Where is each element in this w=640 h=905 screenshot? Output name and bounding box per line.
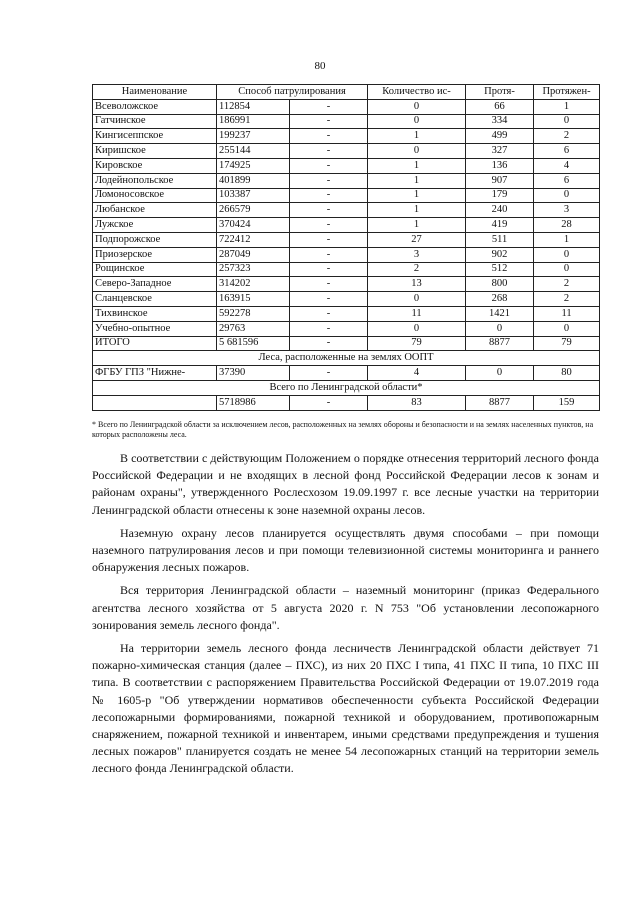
table-cell: 800 (466, 277, 534, 292)
region-total-row (93, 395, 600, 410)
table-cell: 179 (466, 188, 534, 203)
table-cell: 136 (466, 158, 534, 173)
table-cell: Северо-Западное (93, 277, 217, 292)
table-cell: 1 (368, 158, 466, 173)
body-text (92, 450, 599, 784)
table-cell: 401899 (217, 173, 290, 188)
table-cell: 0 (368, 292, 466, 307)
table-header-row (93, 85, 600, 100)
table-cell: 266579 (217, 203, 290, 218)
table-cell: - (290, 292, 368, 307)
table-row (93, 129, 600, 144)
table-cell: 512 (466, 262, 534, 277)
table-cell: 29763 (217, 321, 290, 336)
table-cell: - (290, 114, 368, 129)
header-length-1: Протя- (466, 85, 534, 100)
table-cell: 2 (534, 129, 600, 144)
header-count: Количество ис- (368, 85, 466, 100)
table-cell: Учебно-опытное (93, 321, 217, 336)
table-cell: 0 (368, 144, 466, 159)
table-cell: 80 (534, 366, 600, 381)
table-cell: Ломоносовское (93, 188, 217, 203)
table-cell: 2 (534, 292, 600, 307)
table-footnote: * Всего по Ленинградской области за исключением лесов, расположенных на землях обороны и безопасности и на землях населенных пунктов, на которых расположены леса. (92, 420, 594, 439)
table-cell: 0 (466, 321, 534, 336)
table-cell: 370424 (217, 218, 290, 233)
table-cell: 4 (534, 158, 600, 173)
table-cell: Кировское (93, 158, 217, 173)
table-cell (93, 395, 217, 410)
table-cell: 0 (534, 321, 600, 336)
table-cell: 1 (368, 203, 466, 218)
table-cell: 240 (466, 203, 534, 218)
table-cell: 327 (466, 144, 534, 159)
table-cell: 163915 (217, 292, 290, 307)
table-cell: Сланцевское (93, 292, 217, 307)
paragraph: Вся территория Ленинградской области – наземный мониторинг (приказ Федерального агентства лесного хозяйства от 5 августа 2020 г. N 753 "Об установлении лесопожарного зонирования земель лесного фонда". (92, 583, 599, 632)
table-cell: Гатчинское (93, 114, 217, 129)
table-cell: 112854 (217, 99, 290, 114)
table-cell: Киришское (93, 144, 217, 159)
table-cell: 5 681596 (217, 336, 290, 351)
region-heading: Всего по Ленинградской области* (93, 380, 600, 395)
table-cell: 0 (368, 99, 466, 114)
table-cell: 902 (466, 247, 534, 262)
paragraph: В соответствии с действующим Положением о порядке отнесения территорий лесного фонда Российской Федерации и не входящих в лесной фонд Российской Федерации лесов к зонам и районам охраны", утвержденного Рослесхозом 19.09.1997 г. все лесные участки на территории Ленинградской области отнесены к зоне наземной охраны лесов. (92, 451, 599, 517)
region-heading-row (93, 380, 600, 395)
table-cell: - (290, 321, 368, 336)
table-cell: - (290, 203, 368, 218)
table-cell: 79 (368, 336, 466, 351)
table-cell: - (290, 129, 368, 144)
table-cell: 11 (534, 306, 600, 321)
table-cell: 1 (368, 218, 466, 233)
table-cell: 4 (368, 366, 466, 381)
table-cell: 511 (466, 232, 534, 247)
table-cell: 79 (534, 336, 600, 351)
table-cell: - (290, 173, 368, 188)
table-cell: 255144 (217, 144, 290, 159)
table-cell: 8877 (466, 395, 534, 410)
table-cell: 66 (466, 99, 534, 114)
forestry-table (92, 84, 600, 411)
table-cell: - (290, 336, 368, 351)
table-row (93, 232, 600, 247)
table-cell: - (290, 99, 368, 114)
table-cell: 1 (368, 188, 466, 203)
table-row (93, 173, 600, 188)
table-cell: 159 (534, 395, 600, 410)
table-row (93, 306, 600, 321)
table-cell: - (290, 395, 368, 410)
table-cell: 0 (368, 321, 466, 336)
table-row (93, 336, 600, 351)
table-cell: Лодейнопольское (93, 173, 217, 188)
table-cell: 1421 (466, 306, 534, 321)
table-cell: 5718986 (217, 395, 290, 410)
table-row (93, 247, 600, 262)
table-row (93, 114, 600, 129)
table-cell: 0 (368, 114, 466, 129)
table-cell: 2 (534, 277, 600, 292)
header-name: Наименование (93, 85, 217, 100)
table-cell: Всеволожское (93, 99, 217, 114)
table-cell: 103387 (217, 188, 290, 203)
table-cell: 174925 (217, 158, 290, 173)
table-cell: Подпорожское (93, 232, 217, 247)
oopt-heading: Леса, расположенные на землях ООПТ (93, 351, 600, 366)
table-row (93, 277, 600, 292)
table-cell: 11 (368, 306, 466, 321)
table-cell: - (290, 277, 368, 292)
table-cell: Приозерское (93, 247, 217, 262)
table-cell: - (290, 306, 368, 321)
table-cell: 0 (534, 188, 600, 203)
table-cell: 28 (534, 218, 600, 233)
table-cell: 13 (368, 277, 466, 292)
table-cell: - (290, 232, 368, 247)
paragraph: На территории земель лесного фонда лесничеств Ленинградской области действует 71 пожарно-химическая станция (далее – ПХС), из них 20 ПХС I типа, 41 ПХС II типа, 10 ПХС III типа. В соответствии с распоряжением Правительства Российской Федерации от 19.07.2019 года № 1605-р "Об утверждении нормативов обеспеченности субъекта Российской Федерации лесопожарными формированиями, пожарной техникой и оборудованием, противопожарным снаряжением, пожарной техникой и инвентарем, иными средствами предупреждения и тушения лесных пожаров" планируется создать не менее 54 лесопожарных станций на территории земель лесного фонда Ленинградской области. (92, 641, 599, 776)
table-cell: - (290, 247, 368, 262)
table-cell: ФГБУ ГПЗ "Нижне- (93, 366, 217, 381)
table-cell: 1 (368, 129, 466, 144)
table-row (93, 218, 600, 233)
table-cell: 314202 (217, 277, 290, 292)
table-cell: 268 (466, 292, 534, 307)
table-cell: 257323 (217, 262, 290, 277)
table-cell: 592278 (217, 306, 290, 321)
table-row (93, 99, 600, 114)
table-row (93, 188, 600, 203)
table-cell: Лужское (93, 218, 217, 233)
table-cell: - (290, 366, 368, 381)
table-cell: Кингисеппское (93, 129, 217, 144)
table-cell: 419 (466, 218, 534, 233)
table-cell: Тихвинское (93, 306, 217, 321)
table-cell: 3 (534, 203, 600, 218)
table-cell: ИТОГО (93, 336, 217, 351)
table-cell: 2 (368, 262, 466, 277)
header-patrol-method: Способ патрулирования (217, 85, 368, 100)
table-row (93, 292, 600, 307)
table-cell: 8877 (466, 336, 534, 351)
page-number: 80 (314, 60, 326, 72)
table-cell: 1 (534, 99, 600, 114)
table-cell: - (290, 188, 368, 203)
table-cell: Любанское (93, 203, 217, 218)
table-cell: 6 (534, 173, 600, 188)
table-row (93, 144, 600, 159)
table-row (93, 158, 600, 173)
paragraph: Наземную охрану лесов планируется осуществлять двумя способами – при помощи наземного патрулирования лесов и при помощи телевизионной системы мониторинга и раннего обнаружения лесных пожаров. (92, 525, 599, 575)
table-cell: 499 (466, 129, 534, 144)
table-cell: 1 (368, 173, 466, 188)
table-cell: 186991 (217, 114, 290, 129)
table-cell: Рощинское (93, 262, 217, 277)
table-cell: - (290, 158, 368, 173)
table-cell: - (290, 218, 368, 233)
table-cell: 37390 (217, 366, 290, 381)
header-length-2: Протяжен- (534, 85, 600, 100)
oopt-heading-row (93, 351, 600, 366)
table-cell: 6 (534, 144, 600, 159)
table-cell: 722412 (217, 232, 290, 247)
oopt-row (93, 366, 600, 381)
table-cell: 3 (368, 247, 466, 262)
table-cell: 334 (466, 114, 534, 129)
table-cell: 0 (534, 247, 600, 262)
table-cell: - (290, 144, 368, 159)
table-cell: - (290, 262, 368, 277)
table-row (93, 203, 600, 218)
table-cell: 199237 (217, 129, 290, 144)
table-cell: 83 (368, 395, 466, 410)
table-cell: 1 (534, 232, 600, 247)
table-cell: 0 (534, 114, 600, 129)
table-row (93, 262, 600, 277)
table-cell: 907 (466, 173, 534, 188)
table-row (93, 321, 600, 336)
table-cell: 0 (534, 262, 600, 277)
table-cell: 0 (466, 366, 534, 381)
table-cell: 27 (368, 232, 466, 247)
table-cell: 287049 (217, 247, 290, 262)
